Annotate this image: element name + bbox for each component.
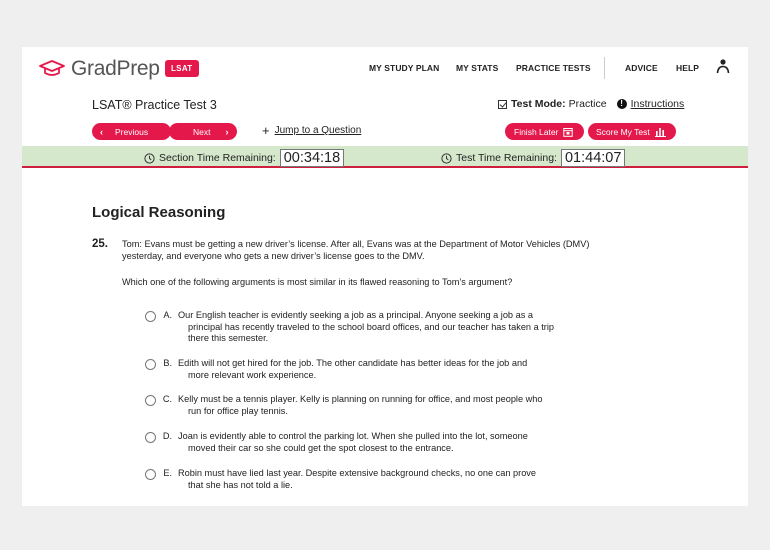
score-label: Score My Test	[596, 126, 650, 137]
nav-my-study-plan[interactable]: MY STUDY PLAN	[369, 63, 440, 73]
choice-text: there this semester.	[188, 333, 269, 343]
nav-advice[interactable]: ADVICE	[625, 63, 658, 73]
clock-icon	[144, 153, 155, 164]
next-label: Next	[193, 126, 211, 137]
plus-icon: +	[262, 122, 270, 138]
calendar-icon	[563, 127, 573, 137]
instructions-link[interactable]: Instructions	[630, 98, 685, 110]
answer-choice-b[interactable]	[145, 358, 608, 381]
test-time-value: 01:44:07	[561, 149, 625, 167]
stem-line: yesterday, and everyone who gets a new driver’s license goes to the DMV.	[122, 250, 425, 261]
radio-button[interactable]	[145, 359, 156, 370]
choice-letter: D.	[162, 431, 172, 441]
previous-label: Previous	[115, 126, 149, 137]
nav-practice-tests[interactable]: PRACTICE TESTS	[516, 63, 591, 73]
top-nav	[22, 47, 748, 87]
section-title: Logical Reasoning	[92, 204, 226, 221]
nav-my-stats[interactable]: MY STATS	[456, 63, 499, 73]
choice-text: that she has not told a lie.	[188, 479, 293, 490]
info-icon: !	[617, 99, 627, 109]
section-time-label: Section Time Remaining:	[159, 152, 276, 164]
jump-label: Jump to a Question	[274, 125, 362, 136]
previous-button[interactable]	[92, 123, 171, 140]
choice-text: Kelly must be a tennis player. Kelly is planning on running for office, and most people who	[178, 394, 543, 404]
lsat-badge: LSAT	[165, 60, 199, 77]
choice-letter: E.	[163, 468, 172, 478]
answer-choice-c[interactable]	[145, 394, 608, 417]
choice-text: run for office play tennis.	[188, 405, 288, 416]
bar-chart-icon	[655, 127, 666, 137]
person-icon[interactable]	[716, 58, 730, 74]
test-mode-value: Practice	[568, 98, 607, 110]
section-time-value: 00:34:18	[280, 149, 344, 167]
test-time-label: Test Time Remaining:	[456, 152, 557, 164]
choice-text: Our English teacher is evidently seeking a job as a principal. Anyone seeking a job as a	[178, 310, 533, 320]
section-timer	[144, 149, 344, 167]
next-button[interactable]	[169, 123, 237, 140]
nav-divider	[604, 57, 605, 79]
answer-choice-a[interactable]	[145, 310, 608, 345]
chevron-left-icon: ‹	[100, 126, 103, 137]
chevron-right-icon: ›	[225, 126, 229, 137]
graduation-cap-icon	[38, 59, 66, 79]
logo-text: GradPrep	[71, 57, 160, 80]
clock-icon	[441, 153, 452, 164]
answer-choice-d[interactable]	[145, 431, 608, 454]
nav-help[interactable]: HELP	[676, 63, 700, 73]
choice-text: principal has recently traveled to the school board offices, and our teacher has taken a trip	[188, 321, 555, 332]
test-mode-label: Test Mode:	[511, 98, 566, 110]
radio-button[interactable]	[145, 395, 156, 406]
radio-button[interactable]	[145, 311, 156, 322]
stem-line: Tom: Evans must be getting a new driver’s license. After all, Evans was at the Department of Motor Vehicles (DMV)	[122, 239, 590, 249]
page-card	[22, 47, 748, 506]
finish-later-label: Finish Later	[514, 126, 559, 137]
choice-letter: A.	[163, 310, 172, 320]
choice-text: Joan is evidently able to control the parking lot. When she pulled into the lot, someone	[178, 431, 528, 441]
radio-button[interactable]	[145, 469, 156, 480]
timer-bar	[22, 146, 748, 168]
choice-text: moved their car so she could get the spot closest to the entrance.	[188, 442, 454, 453]
score-my-test-button[interactable]	[588, 123, 676, 140]
jump-to-question-link[interactable]	[262, 122, 362, 138]
choice-text: Edith will not get hired for the job. The other candidate has better ideas for the job and	[178, 358, 528, 368]
finish-later-button[interactable]	[505, 123, 584, 140]
question-prompt: Which one of the following arguments is most similar in its flawed reasoning to Tom’s argument?	[122, 277, 513, 287]
choice-letter: B.	[163, 358, 172, 368]
page-title: LSAT® Practice Test 3	[92, 98, 217, 112]
test-timer	[441, 149, 625, 167]
choice-text: more relevant work experience.	[188, 369, 317, 380]
choice-letter: C.	[162, 394, 172, 404]
test-mode	[498, 98, 684, 110]
question-number: 25.	[92, 238, 108, 250]
radio-button[interactable]	[145, 432, 156, 443]
test-mode-checkbox[interactable]	[498, 100, 507, 109]
gradprep-logo[interactable]	[38, 57, 160, 81]
choice-text: Robin must have lied last year. Despite extensive background checks, no one can prove	[178, 468, 537, 478]
question-stem	[122, 239, 682, 262]
answer-choice-e[interactable]	[145, 468, 608, 491]
